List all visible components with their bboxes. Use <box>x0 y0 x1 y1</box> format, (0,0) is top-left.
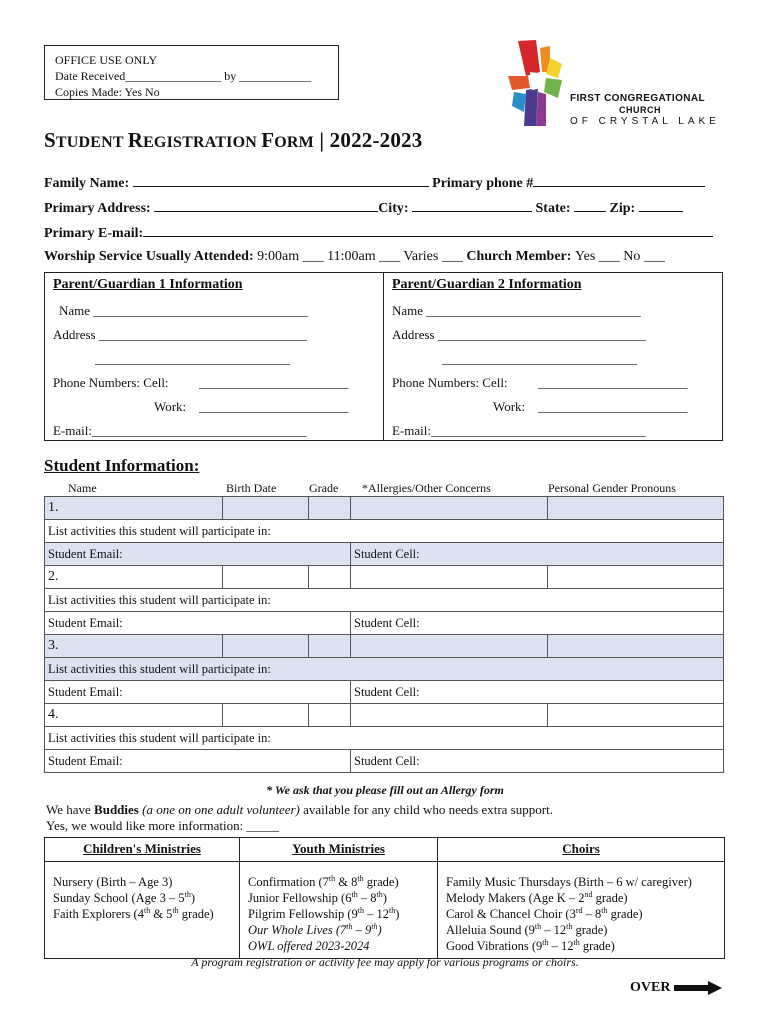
parent-1-name-field[interactable]: Name _________________________________ <box>59 303 308 318</box>
over-indicator <box>630 980 722 996</box>
family-name-label: Family Name: <box>44 176 130 191</box>
student-cell-cell[interactable]: Student Cell: <box>351 681 724 704</box>
birth-date-cell[interactable] <box>223 566 309 589</box>
logo-line-2: CHURCH <box>619 105 661 115</box>
logo-line-3: OF CRYSTAL LAKE <box>570 116 720 127</box>
parent-2-heading: Parent/Guardian 2 Information <box>392 277 582 292</box>
student-row <box>45 497 724 520</box>
student-name-cell[interactable]: 4. <box>45 704 223 727</box>
date-received-line: Date Received________________ by ____________ <box>55 69 312 83</box>
school-year: | 2022-2023 <box>319 128 423 152</box>
student-email-cell[interactable]: Student Email: <box>45 612 351 635</box>
fee-note: A program registration or activity fee may apply for various programs or choirs. <box>191 955 579 969</box>
arrow-right-icon <box>674 981 722 995</box>
worship-options[interactable]: 9:00am ___ 11:00am ___ Varies ___ <box>257 249 463 264</box>
grade-cell[interactable] <box>309 704 351 727</box>
parent-2-work-field[interactable]: _______________________ <box>538 399 688 414</box>
primary-phone-field[interactable] <box>533 174 705 187</box>
parent-1-heading: Parent/Guardian 1 Information <box>53 277 243 292</box>
primary-address-label: Primary Address: <box>44 201 151 216</box>
logo-line-1: FIRST CONGREGATIONAL <box>570 93 706 104</box>
buddies-text: We have Buddies (a one on one adult volunteer) available for any child who needs extra support. <box>46 802 553 817</box>
parent-2-address-field[interactable]: Address ________________________________ <box>392 327 646 342</box>
student-info-heading: Student Information: <box>44 456 200 475</box>
student-email-cell[interactable]: Student Email: <box>45 750 351 773</box>
parent-1-phone-label: Phone Numbers: Cell: <box>53 375 169 390</box>
list-item: Junior Fellowship (6th – 8th) <box>248 889 387 905</box>
primary-address-row <box>44 199 683 217</box>
grade-cell[interactable] <box>309 635 351 658</box>
church-logo <box>506 38 721 128</box>
page-title: STUDENT REGISTRATION FORM | 2022-2023 <box>44 128 423 152</box>
youth-ministries-header: Youth Ministries <box>240 838 438 862</box>
allergies-cell[interactable] <box>351 497 548 520</box>
parents-section <box>44 272 723 441</box>
list-item: Carol & Chancel Choir (3rd – 8th grade) <box>446 905 643 921</box>
zip-label: Zip: <box>609 201 636 216</box>
col-pronouns: Personal Gender Pronouns <box>548 481 676 495</box>
primary-phone-label: Primary phone # <box>432 176 534 191</box>
state-label: State: <box>535 201 571 216</box>
parent-1-work-label: Work: <box>154 399 187 414</box>
choirs-header: Choirs <box>438 838 725 862</box>
student-row <box>45 635 724 658</box>
student-email-cell[interactable]: Student Email: <box>45 681 351 704</box>
col-name: Name <box>68 481 97 495</box>
church-member-options[interactable]: Yes ___ No ___ <box>574 249 665 264</box>
activities-row[interactable]: List activities this student will participate in: <box>45 520 724 543</box>
parent-1-address-line-2[interactable]: ______________________________ <box>95 351 290 366</box>
list-item: Family Music Thursdays (Birth – 6 w/ caregiver) <box>446 875 692 889</box>
copies-made-line: Copies Made: Yes No <box>55 85 160 99</box>
col-birth-date: Birth Date <box>226 481 277 495</box>
city-label: City: <box>378 201 409 216</box>
parent-2-name-field[interactable]: Name _________________________________ <box>392 303 641 318</box>
student-row <box>45 704 724 727</box>
parent-1-cell-field[interactable]: _______________________ <box>199 375 349 390</box>
student-cell-cell[interactable]: Student Cell: <box>351 543 724 566</box>
childrens-ministries-header: Children's Ministries <box>45 838 240 862</box>
allergies-cell[interactable] <box>351 635 548 658</box>
worship-row <box>44 249 665 265</box>
state-field[interactable] <box>574 199 606 212</box>
primary-email-row <box>44 224 713 242</box>
list-item: Good Vibrations (9th – 12th grade) <box>446 937 615 953</box>
activities-row[interactable]: List activities this student will participate in: <box>45 589 724 612</box>
parent-1-email-field[interactable]: E-mail:_________________________________ <box>53 423 307 438</box>
parent-2-email-field[interactable]: E-mail:_________________________________ <box>392 423 646 438</box>
student-row <box>45 566 724 589</box>
parent-1-address-field[interactable]: Address ________________________________ <box>53 327 307 342</box>
office-use-title: OFFICE USE ONLY <box>55 53 158 67</box>
over-label: OVER <box>630 980 671 995</box>
allergy-note: * We ask that you please fill out an Allergy form <box>266 783 504 797</box>
parent-2-address-line-2[interactable]: ______________________________ <box>442 351 637 366</box>
zip-field[interactable] <box>639 199 683 212</box>
list-item: Pilgrim Fellowship (9th – 12th) <box>248 905 400 921</box>
parent-2-work-label: Work: <box>493 399 526 414</box>
family-name-field[interactable] <box>133 174 429 187</box>
pronouns-cell[interactable] <box>548 635 724 658</box>
birth-date-cell[interactable] <box>223 704 309 727</box>
buddies-section <box>46 802 553 834</box>
list-item: Nursery (Birth – Age 3) <box>53 875 173 889</box>
student-name-cell[interactable]: 3. <box>45 635 223 658</box>
parent-1-work-field[interactable]: _______________________ <box>199 399 349 414</box>
office-use-box <box>44 45 339 100</box>
list-item: OWL offered 2023-2024 <box>248 939 370 953</box>
parent-2-column <box>392 273 717 440</box>
birth-date-cell[interactable] <box>223 635 309 658</box>
primary-email-label: Primary E-mail: <box>44 226 144 241</box>
parent-2-cell-field[interactable]: _______________________ <box>538 375 688 390</box>
pronouns-cell[interactable] <box>548 704 724 727</box>
col-grade: Grade <box>309 481 339 495</box>
student-table <box>44 496 724 773</box>
allergies-cell[interactable] <box>351 704 548 727</box>
cross-logo-icon <box>506 38 576 128</box>
list-item: Alleluia Sound (9th – 12th grade) <box>446 921 608 937</box>
list-item: Melody Makers (Age K – 2nd grade) <box>446 889 628 905</box>
student-name-cell[interactable]: 1. <box>45 497 223 520</box>
family-name-row <box>44 174 705 192</box>
allergies-cell[interactable] <box>351 566 548 589</box>
student-cell-cell[interactable]: Student Cell: <box>351 750 724 773</box>
grade-cell[interactable] <box>309 566 351 589</box>
church-member-label: Church Member: <box>466 249 572 264</box>
ministries-table <box>44 837 725 959</box>
pronouns-cell[interactable] <box>548 497 724 520</box>
list-item: Confirmation (7th & 8th grade) <box>248 873 399 889</box>
primary-email-field[interactable] <box>143 224 713 237</box>
primary-address-field[interactable] <box>154 199 378 212</box>
pronouns-cell[interactable] <box>548 566 724 589</box>
worship-label: Worship Service Usually Attended: <box>44 249 254 264</box>
childrens-ministries-list <box>45 862 240 959</box>
list-item: Faith Explorers (4th & 5th grade) <box>53 905 214 921</box>
student-email-cell[interactable]: Student Email: <box>45 543 351 566</box>
student-cell-cell[interactable]: Student Cell: <box>351 612 724 635</box>
buddies-interest-field[interactable]: Yes, we would like more information: _____ <box>46 818 280 833</box>
grade-cell[interactable] <box>309 497 351 520</box>
col-allergies: *Allergies/Other Concerns <box>362 481 491 495</box>
city-field[interactable] <box>412 199 532 212</box>
parent-2-phone-label: Phone Numbers: Cell: <box>392 375 508 390</box>
list-item: Sunday School (Age 3 – 5th) <box>53 889 195 905</box>
birth-date-cell[interactable] <box>223 497 309 520</box>
student-name-cell[interactable]: 2. <box>45 566 223 589</box>
choirs-list <box>438 862 725 959</box>
list-item: Our Whole Lives (7th – 9th) <box>248 921 382 937</box>
parent-1-column <box>53 273 378 440</box>
activities-row[interactable]: List activities this student will participate in: <box>45 658 724 681</box>
activities-row[interactable]: List activities this student will participate in: <box>45 727 724 750</box>
youth-ministries-list <box>240 862 438 959</box>
